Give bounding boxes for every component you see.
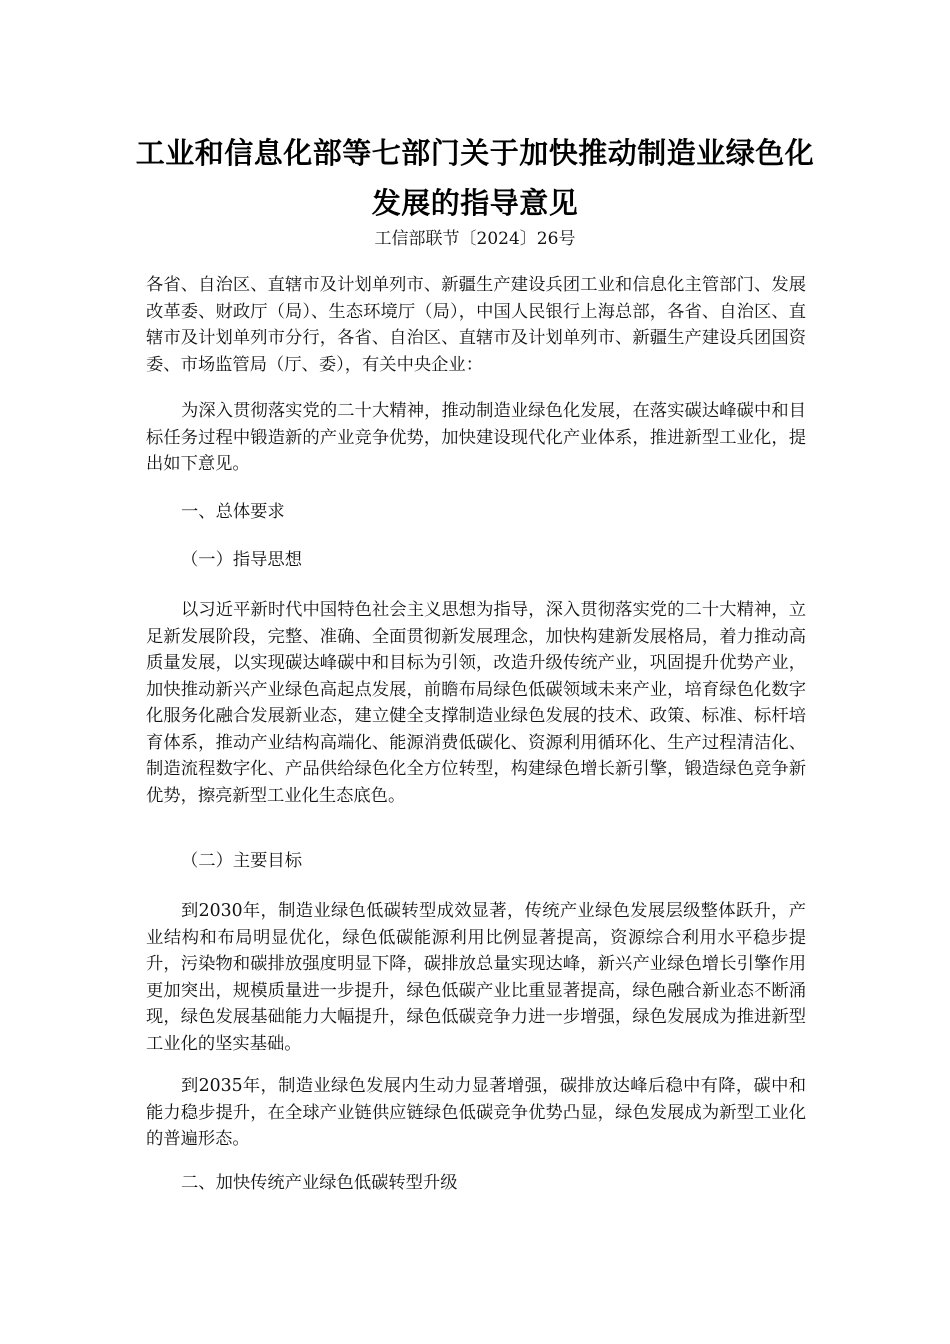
subsection-2-heading: （二）主要目标 (181, 851, 302, 871)
document-number: 工信部联节〔2024〕26号 (374, 229, 576, 249)
subsection-2-body-2035: 到2035年，制造业绿色发展内生动力显著增强，碳排放达峰后稳中有降，碳中和能力稳步提升，在全球产业链供应链绿色低碳竞争优势凸显，绿色发展成为新型工业化的普遍形态。 (146, 1076, 806, 1149)
subsection-2-body-2030: 到2030年，制造业绿色低碳转型成效显著，传统产业绿色发展层级整体跃升，产业结构和布局明显优化，绿色低碳能源利用比例显著提高，资源综合利用水平稳步提升，污染物和碳排放强度明显下降，碳排放总量实现达峰，新兴产业绿色增长引擎作用更加突出，规模质量进一步提升，绿色低碳产业比重显著提高，绿色融合新业态不断涌现，绿色发展基础能力大幅提升，绿色低碳竞争力进一步增强，绿色发展成为推进新型工业化的坚实基础。 (146, 901, 806, 1054)
document-title-line-1: 工业和信息化部等七部门关于加快推动制造业绿色化 (135, 136, 815, 170)
document-title-line-2: 发展的指导意见 (371, 186, 579, 220)
intro-paragraph: 为深入贯彻落实党的二十大精神，推动制造业绿色化发展，在落实碳达峰碳中和目标任务过程中锻造新的产业竞争优势，加快建设现代化产业体系，推进新型工业化，提出如下意见。 (146, 401, 806, 474)
subsection-1-heading: （一）指导思想 (181, 550, 302, 570)
section-1-heading: 一、总体要求 (181, 502, 285, 522)
addressees-paragraph: 各省、自治区、直辖市及计划单列市、新疆生产建设兵团工业和信息化主管部门、发展改革委、财政厅（局）、生态环境厅（局），中国人民银行上海总部，各省、自治区、直辖市及计划单列市分行，各省、自治区、直辖市及计划单列市、新疆生产建设兵团国资委、市场监管局（厅、委），有关中央企业： (146, 275, 806, 375)
section-2-heading: 二、加快传统产业绿色低碳转型升级 (181, 1173, 458, 1193)
subsection-1-body: 以习近平新时代中国特色社会主义思想为指导，深入贯彻落实党的二十大精神，立足新发展阶段，完整、准确、全面贯彻新发展理念，加快构建新发展格局，着力推动高质量发展，以实现碳达峰碳中和目标为引领，改造升级传统产业，巩固提升优势产业，加快推动新兴产业绿色高起点发展，前瞻布局绿色低碳领域未来产业，培育绿色化数字化服务化融合发展新业态，建立健全支撑制造业绿色发展的技术、政策、标准、标杆培育体系，推动产业结构高端化、能源消费低碳化、资源利用循环化、生产过程清洁化、制造流程数字化、产品供给绿色化全方位转型，构建绿色增长新引擎，锻造绿色竞争新优势，擦亮新型工业化生态底色。 (146, 600, 806, 806)
